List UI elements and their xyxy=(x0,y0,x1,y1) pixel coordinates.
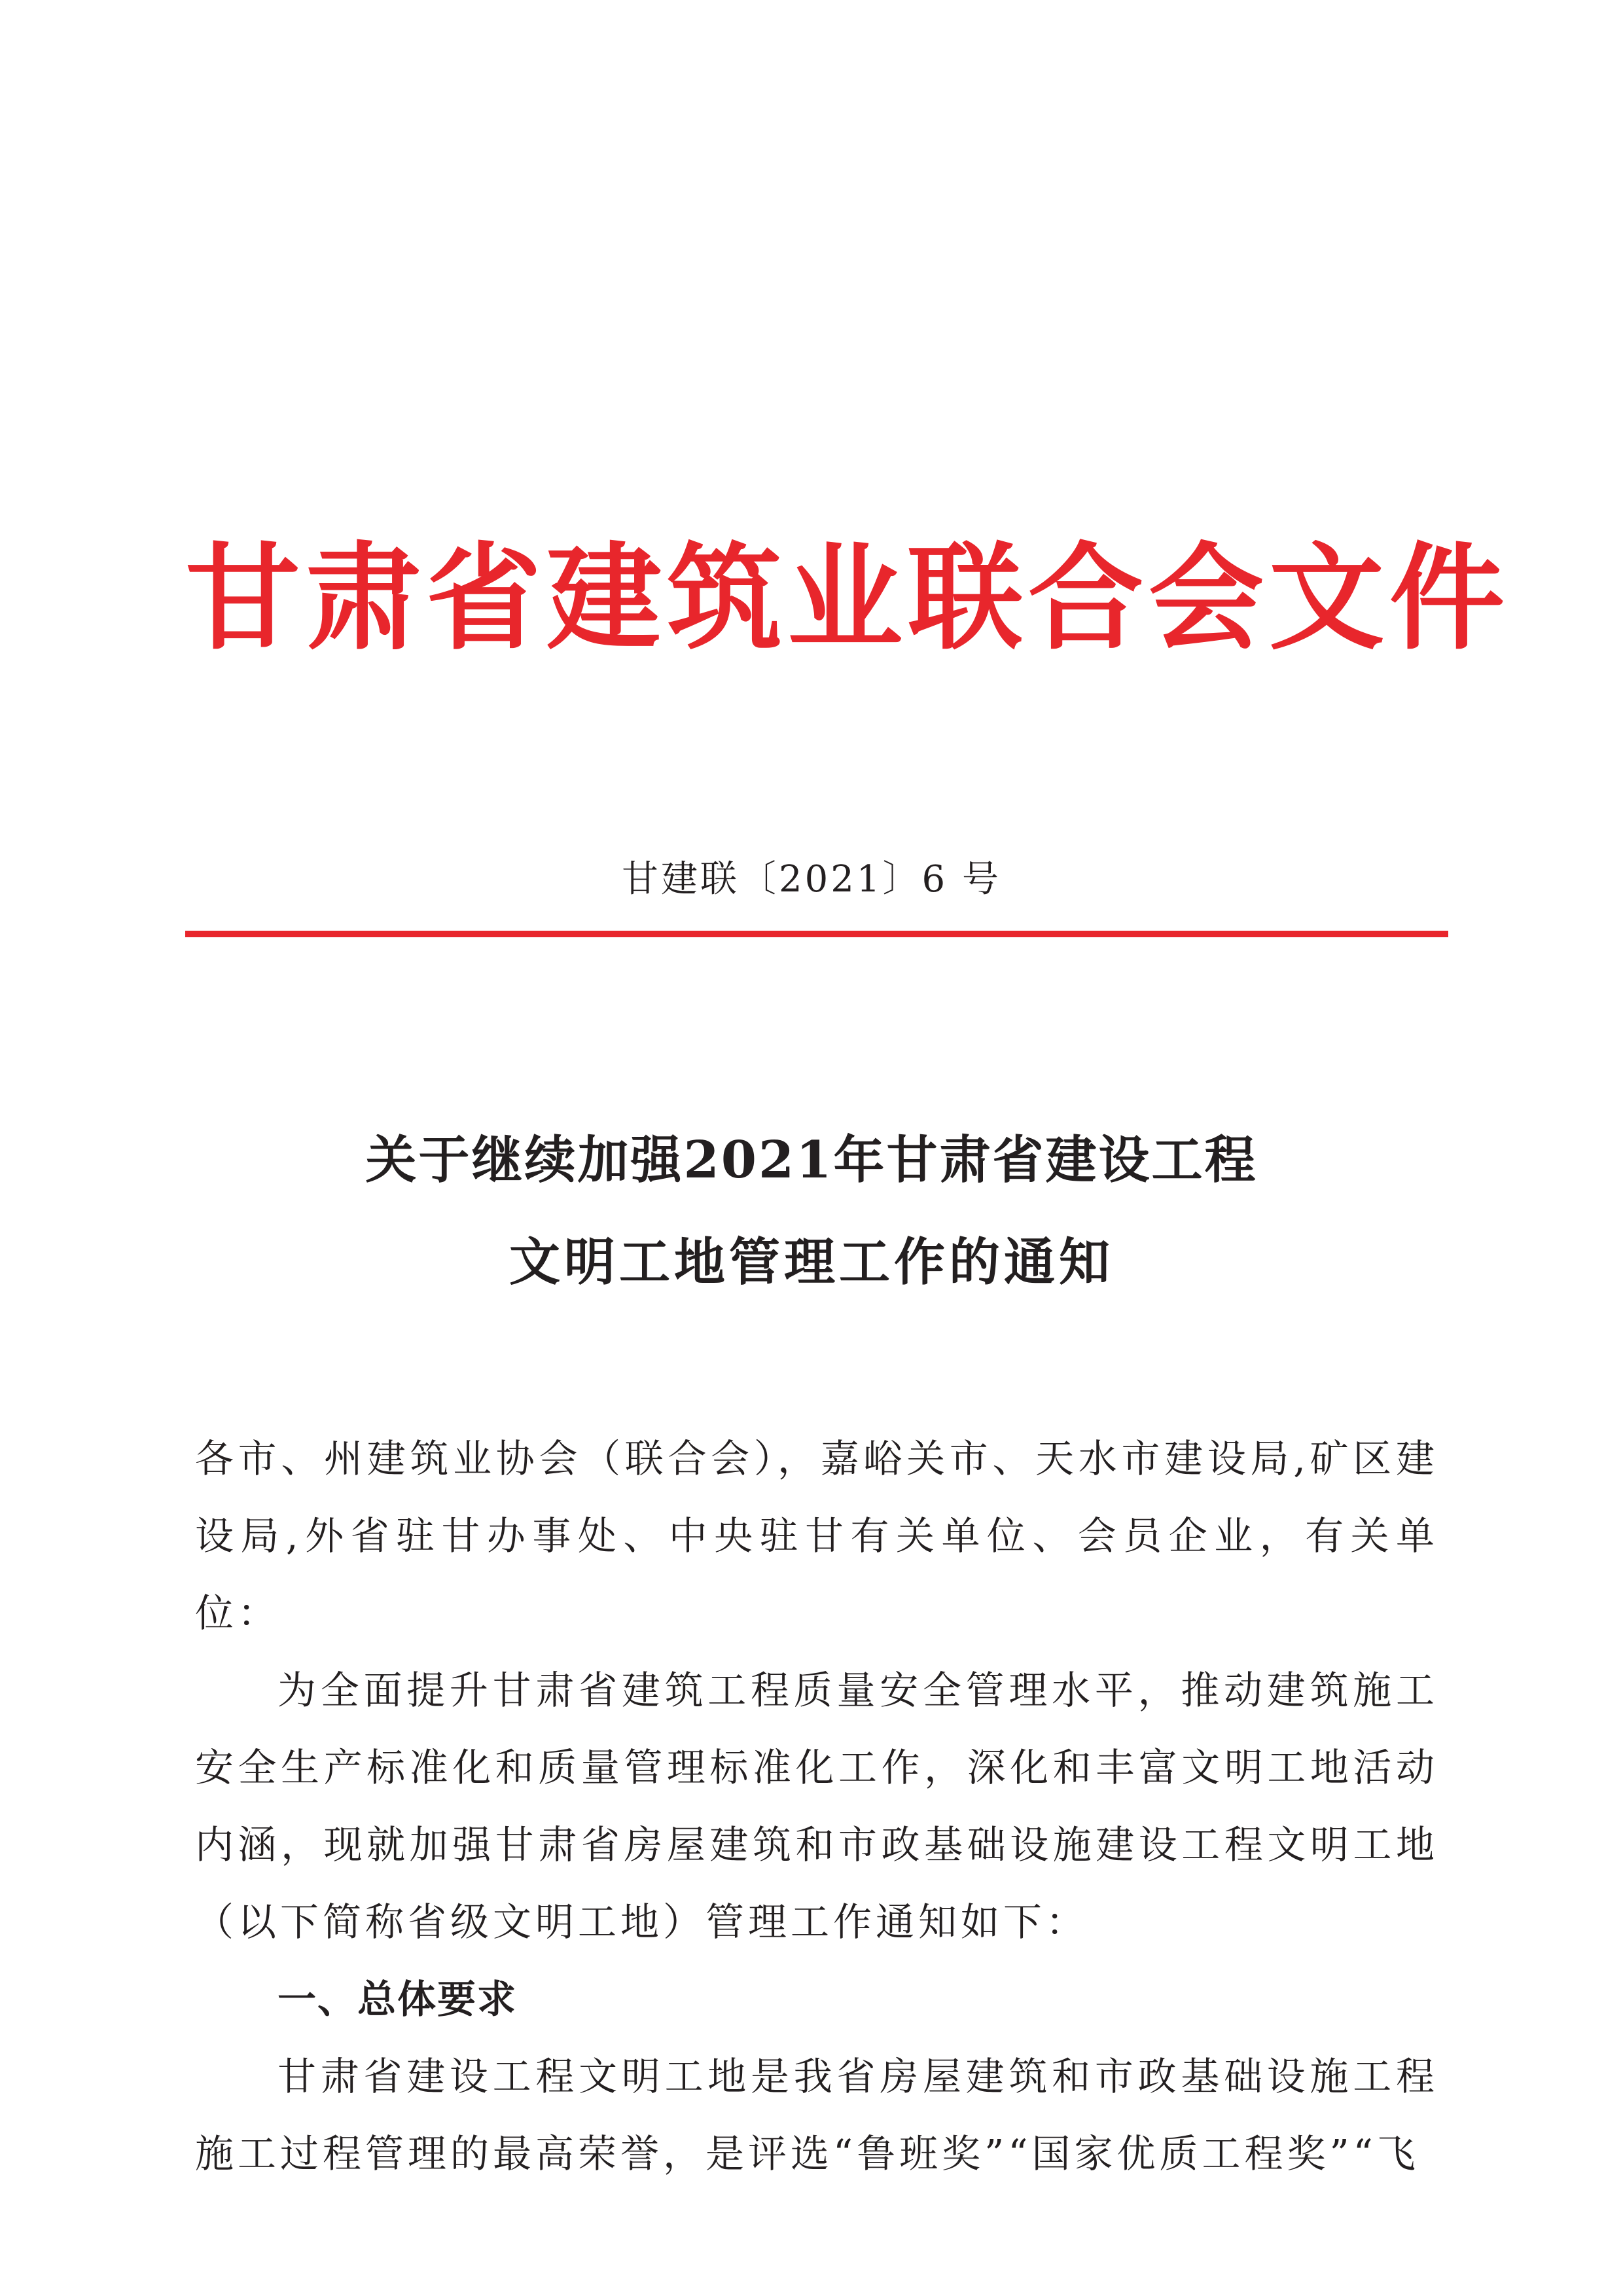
document-number: 甘建联〔2021〕6 号 xyxy=(622,858,1001,901)
addressee-paragraph: 各市、州建筑业协会（联合会），嘉峪关市、天水市建设局,矿区建设局,外省驻甘办事处、中央驻甘有关单位、会员企业，有关单位： xyxy=(195,1436,1438,1636)
section-1-heading: 一、总体要求 xyxy=(277,1977,518,2022)
notice-title-line-2: 文明工地管理工作的通知 xyxy=(508,1232,1114,1292)
notice-title-line-1: 关于继续加强2021年甘肃省建设工程 xyxy=(365,1130,1258,1190)
document-header-title: 甘肃省建筑业联合会文件 xyxy=(185,531,1510,666)
section-1-paragraph: 甘肃省建设工程文明工地是我省房屋建筑和市政基础设施工程施工过程管理的最高荣誉，是评选“鲁班奖”“国家优质工程奖”“飞 xyxy=(195,2054,1438,2176)
intro-paragraph: 为全面提升甘肃省建筑工程质量安全管理水平，推动建筑施工安全生产标准化和质量管理标准化工作，深化和丰富文明工地活动内涵，现就加强甘肃省房屋建筑和市政基础设施建设工程文明工地（以下简称省级文明工地）管理工作通知如下： xyxy=(195,1668,1438,1945)
red-divider-line xyxy=(185,931,1448,937)
document-body xyxy=(195,1420,1438,2193)
